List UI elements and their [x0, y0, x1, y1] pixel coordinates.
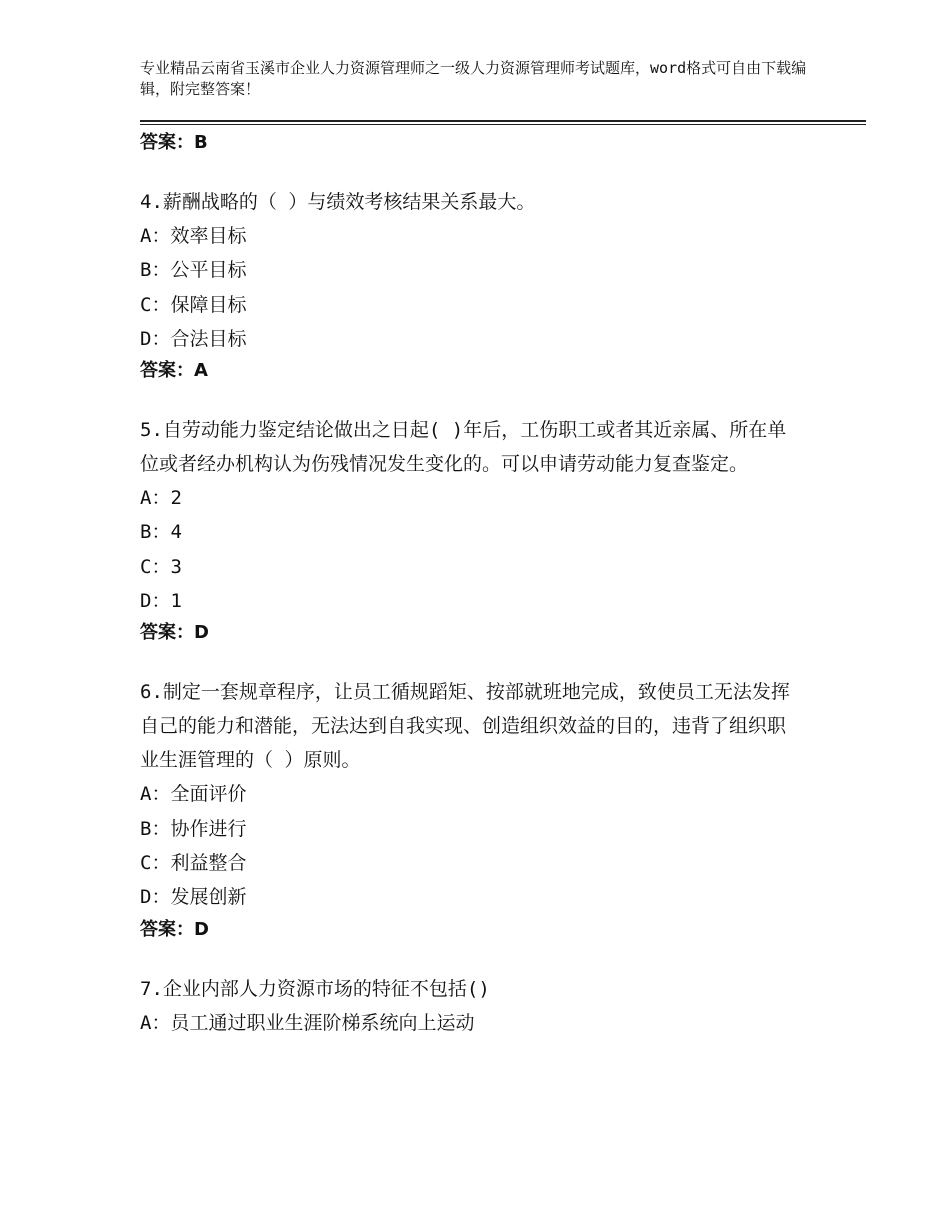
option-a: A：效率目标: [140, 225, 247, 247]
question-stem: 4.薪酬战略的（ ）与绩效考核结果关系最大。: [140, 191, 536, 213]
option-c: C：利益整合: [140, 851, 247, 874]
question-5: [140, 413, 800, 648]
question-list: [140, 128, 800, 1040]
option-b: B：公平目标: [140, 259, 247, 282]
answer-line: 答案：B: [140, 132, 208, 153]
question-4: [140, 185, 800, 386]
question-stem: 5.自劳动能力鉴定结论做出之日起( )年后，工伤职工或者其近亲属、所在单位或者经办机构认为伤残情况发生变化的。可以申请劳动能力复查鉴定。: [140, 419, 787, 476]
option-d: D：合法目标: [140, 327, 247, 350]
answer-line: 答案：D: [140, 918, 209, 940]
document-header: 专业精品云南省玉溪市企业人力资源管理师之一级人力资源管理师考试题库，word格式可自由下载编辑，附完整答案！: [140, 59, 807, 98]
question-stem: 7.企业内部人力资源市场的特征不包括(): [140, 977, 490, 1000]
question-stem: 6.制定一套规章程序，让员工循规蹈矩、按部就班地完成，致使员工无法发挥自己的能力和潜能，无法达到自我实现、创造组织效益的目的，违背了组织职业生涯管理的（ ）原则。: [140, 681, 790, 772]
question-7: [140, 972, 800, 1040]
option-c: C：保障目标: [140, 293, 247, 316]
answer-line: 答案：A: [140, 360, 208, 382]
option-a: A：2: [140, 487, 182, 510]
header-rule-thin: [140, 124, 866, 125]
question-6: [140, 675, 800, 944]
option-d: D：1: [140, 590, 182, 613]
option-a: A：员工通过职业生涯阶梯系统向上运动: [140, 1011, 475, 1034]
header-rule-thick: [140, 120, 866, 122]
option-d: D：发展创新: [140, 886, 247, 909]
option-b: B：4: [140, 521, 182, 544]
option-a: A：全面评价: [140, 783, 247, 806]
option-b: B：协作进行: [140, 817, 247, 840]
answer-line: 答案：D: [140, 622, 209, 644]
option-c: C：3: [140, 555, 182, 578]
